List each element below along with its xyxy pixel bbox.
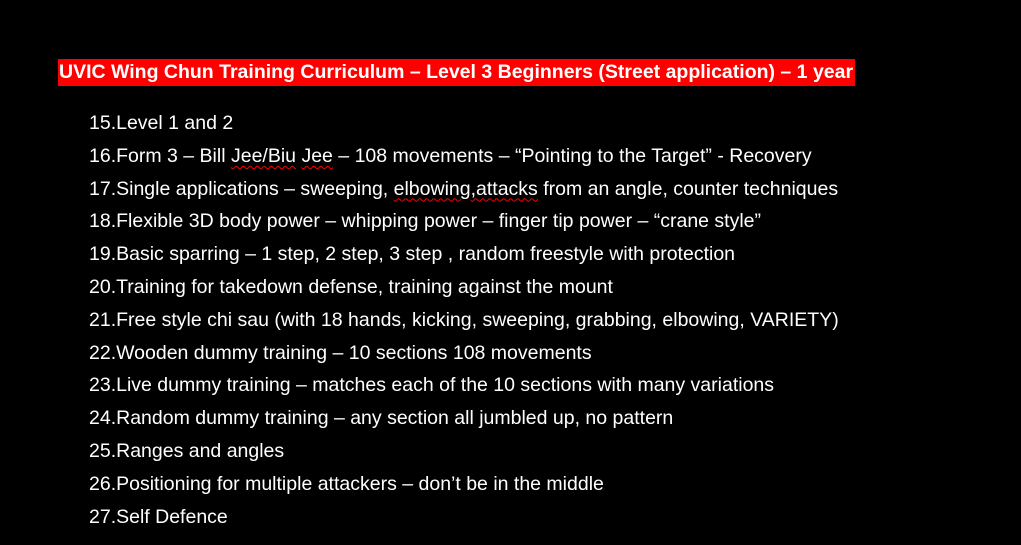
list-item <box>89 142 839 175</box>
item-number: 21. <box>89 308 117 331</box>
list-item <box>89 437 839 470</box>
item-number: 27. <box>89 505 117 528</box>
item-number: 24. <box>89 407 117 430</box>
spellcheck-flagged-word: Jee/Biu <box>230 144 297 167</box>
list-item <box>89 207 839 240</box>
list-item <box>89 306 839 339</box>
list-item <box>89 404 839 437</box>
list-item <box>89 240 839 273</box>
item-text: Level 1 and 2 <box>116 112 234 134</box>
item-number: 16. <box>89 144 117 167</box>
list-item <box>89 470 839 503</box>
item-number: 26. <box>89 472 117 495</box>
item-number: 19. <box>89 243 117 266</box>
item-text: Flexible 3D body power – whipping power – finger tip power – “crane style” <box>116 210 762 233</box>
item-number: 25. <box>89 439 117 462</box>
item-text: Live dummy training – matches each of the 10 sections with many variations <box>116 374 775 397</box>
list-item <box>89 175 839 208</box>
spellcheck-flagged-word: Jee <box>301 144 333 167</box>
item-text-segment: Form 3 – Bill <box>116 144 231 167</box>
item-number: 15. <box>89 112 117 134</box>
list-item <box>89 109 839 142</box>
item-number: 17. <box>89 177 117 200</box>
item-text-segment: – 108 movements – “Pointing to the Target” - Recovery <box>332 144 812 167</box>
item-text: Ranges and angles <box>116 439 285 462</box>
list-item <box>89 339 839 372</box>
item-text-segment: from an angle, counter techniques <box>537 177 839 200</box>
item-text: Training for takedown defense, training against the mount <box>116 275 613 298</box>
item-number: 23. <box>89 374 117 397</box>
item-text: Random dummy training – any section all jumbled up, no pattern <box>116 407 674 430</box>
item-text-segment: Single applications – sweeping, <box>116 177 394 200</box>
spellcheck-flagged-word: elbowing,attacks <box>393 177 538 200</box>
item-text: Free style chi sau (with 18 hands, kicking, sweeping, grabbing, elbowing, VARIETY) <box>116 308 839 331</box>
item-text: Basic sparring – 1 step, 2 step, 3 step , random freestyle with protection <box>116 243 736 266</box>
list-item <box>89 273 839 306</box>
item-text: Self Defence <box>116 505 228 528</box>
list-item <box>89 371 839 404</box>
curriculum-list <box>89 109 839 535</box>
item-text: Wooden dummy training – 10 sections 108 movements <box>116 341 592 364</box>
curriculum-title: UVIC Wing Chun Training Curriculum – Level 3 Beginners (Street application) – 1 year <box>58 59 855 86</box>
item-number: 18. <box>89 210 117 233</box>
item-text: Positioning for multiple attackers – don’t be in the middle <box>116 472 604 495</box>
item-number: 22. <box>89 341 117 364</box>
item-number: 20. <box>89 275 117 298</box>
list-item <box>89 503 839 536</box>
